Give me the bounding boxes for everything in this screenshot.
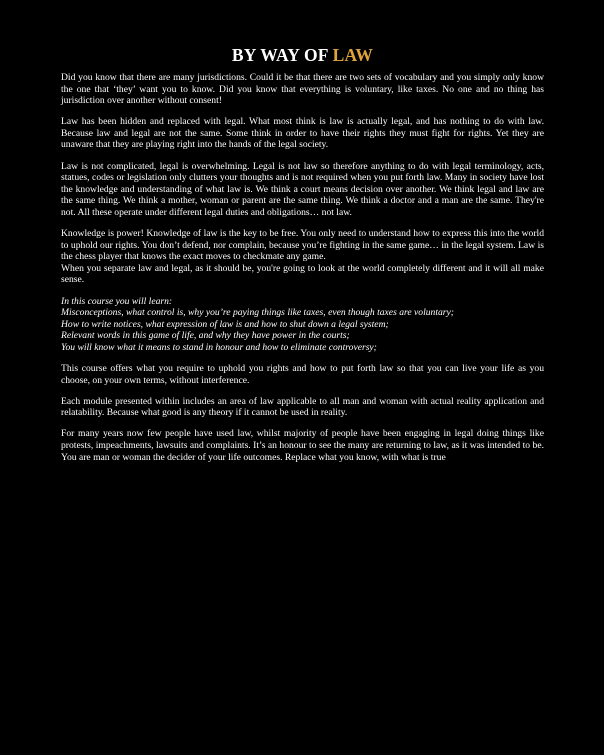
paragraph-line: When you separate law and legal, as it should be, you're going to look at the world completely different and it will all make sense.	[61, 262, 544, 286]
title-accent: LAW	[332, 45, 374, 65]
title-main: BY WAY OF	[231, 45, 333, 65]
paragraph-line: Did you know that there are many jurisdictions. Could it be that there are two sets of vocabulary and you simply only know the one that ‘they’ want you to know. Did you know that everything is voluntary, like taxes. No one and no thing has jurisdiction over another without consent!	[61, 72, 544, 107]
course-outline	[61, 296, 544, 354]
document-page	[61, 44, 544, 473]
paragraph	[61, 396, 544, 419]
paragraph-line: Relevant words in this game of life, and why they have power in the courts;	[61, 330, 350, 342]
body-text	[61, 72, 544, 463]
page-title	[61, 44, 544, 66]
paragraph-line: In this course you will learn:	[61, 295, 173, 307]
paragraph-line: This course offers what you require to uphold you rights and how to put forth law so that you can live your life as you choose, on your own terms, without interference.	[61, 362, 544, 386]
paragraph-line: Law is not complicated, legal is overwhelming. Legal is not law so therefore anything to do with legal terminology, acts, statues, codes or legislation only clutters your thoughts and is not required when you put forth law. Many in society have lost the knowledge and understanding of what law is. We think a court means decision over another. We think legal and law are the same thing. We think a mother, woman or parent are the same thing. We think a doctor and a man are the same. They're not. All these operate under different legal duties and obligations… not law.	[61, 160, 544, 218]
paragraph-line: Knowledge is power! Knowledge of law is the key to be free. You only need to understand how to express this into the world to uphold our rights. You don’t defend, nor complain, because you’re fighting in the same game… in the legal system. Law is the chess player that knows the exact moves to checkmate any game.	[61, 228, 544, 263]
paragraph-line: Misconceptions, what control is, why you’re paying things like taxes, even though taxes are voluntary;	[61, 307, 454, 319]
paragraph	[61, 228, 544, 286]
paragraph-line: For many years now few people have used law, whilst majority of people have been engaging in legal doing things like protests, impeachments, lawsuits and complaints. It’s an honour to see the many are returning to law, as it was intended to be. You are man or woman the decider of your life outcomes. Replace what you know, with what is true	[61, 428, 544, 463]
paragraph	[61, 428, 544, 463]
paragraph-line: Each module presented within includes an area of law applicable to all man and woman with actual reality application and relatability. Because what good is any theory if it cannot be used in reality.	[61, 395, 544, 419]
paragraph	[61, 161, 544, 219]
paragraph	[61, 363, 544, 386]
paragraph	[61, 116, 544, 151]
paragraph	[61, 72, 544, 107]
paragraph-line: You will know what it means to stand in honour and how to eliminate controversy;	[61, 341, 377, 353]
paragraph-line: How to write notices, what expression of law is and how to shut down a legal system;	[61, 318, 389, 330]
paragraph-line: Law has been hidden and replaced with legal. What most think is law is actually legal, and has nothing to do with law. Because law and legal are not the same. Some think in order to have their rights they must fight for rights. Yet they are unaware that they are playing right into the hands of the legal society.	[61, 116, 544, 151]
